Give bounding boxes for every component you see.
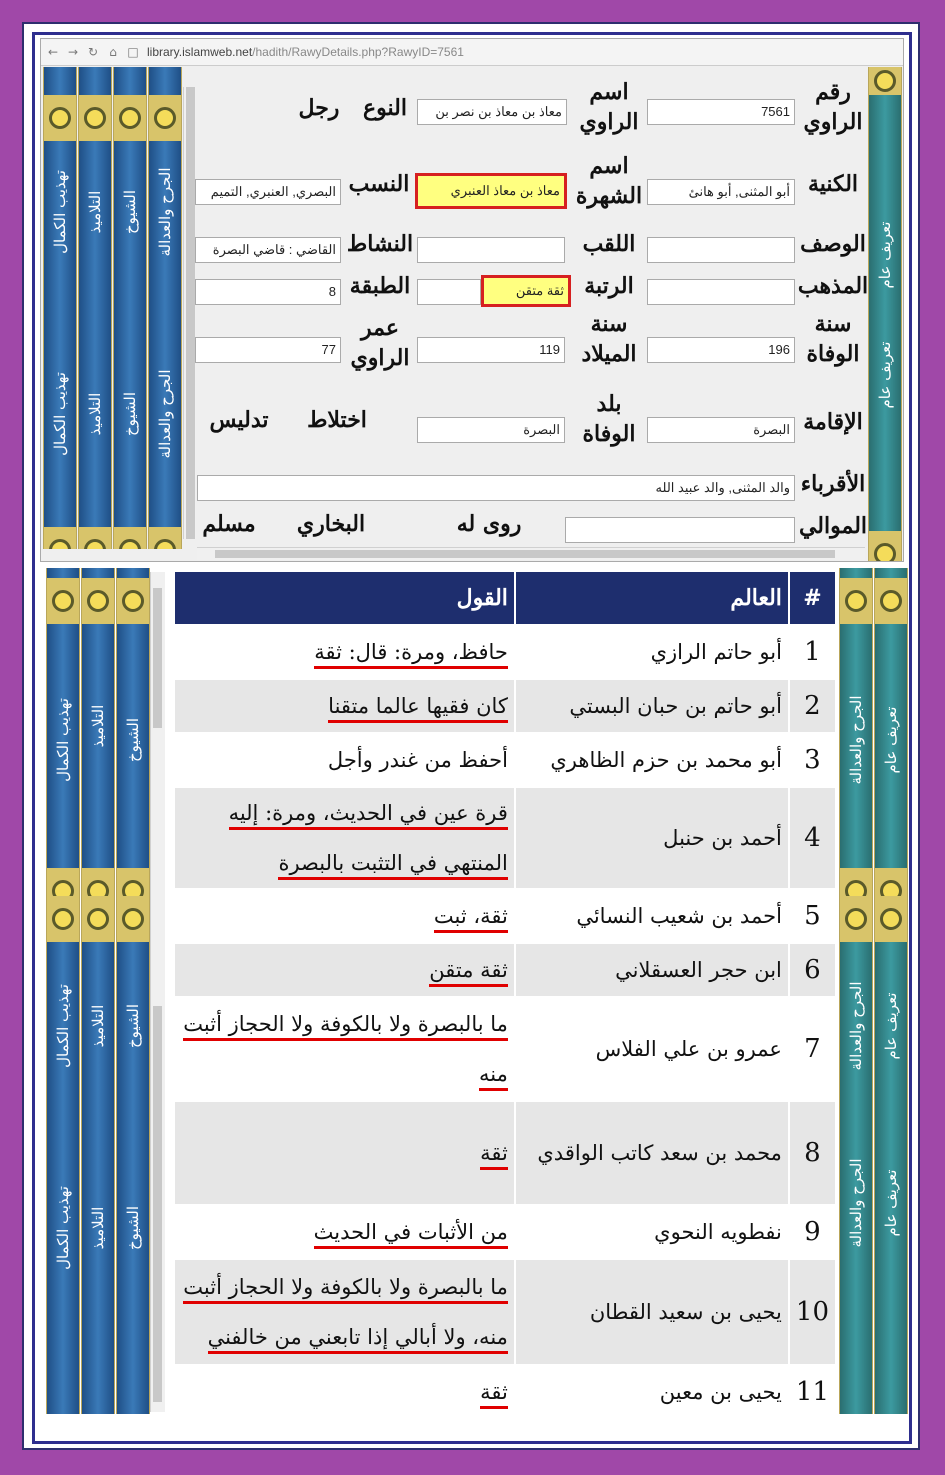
book-label: تهذيب الكمال	[51, 169, 69, 254]
table-row	[174, 1205, 836, 1259]
book-general-right-1[interactable]	[874, 568, 908, 898]
table-row	[174, 1101, 836, 1205]
relatives-field[interactable]: والد المثنى, والد عبيد الله	[197, 475, 795, 501]
book-label: الشيوخ	[124, 717, 142, 762]
book-label: تهذيب الكمال	[51, 372, 69, 456]
table-row	[174, 733, 836, 787]
top-left-scrollbar[interactable]	[183, 87, 196, 539]
book-label: التلاميذ	[86, 190, 104, 233]
medal-icon	[845, 908, 867, 930]
saying-text: قرة عين في الحديث، ومرة: إليه المنتهي في التثبت بالبصرة	[229, 801, 508, 880]
book-students-2[interactable]	[81, 896, 115, 1106]
label-age: عمر الراوي	[350, 315, 410, 371]
label-description: الوصف	[800, 231, 866, 257]
saying-text: ما بالبصرة ولا بالكوفة ولا الحجاز أثبت منه	[183, 1012, 508, 1091]
medal-icon	[49, 107, 71, 129]
grades-table	[173, 570, 837, 1420]
label-kunya: الكنية	[807, 171, 859, 197]
row-num: 4	[789, 787, 836, 889]
saying-text: حافظ، ومرة: قال: ثقة	[314, 640, 508, 669]
row-scholar: محمد بن سعد كاتب الواقدي	[515, 1101, 789, 1205]
book-label: تهذيب الكمال	[54, 697, 72, 782]
row-num: 6	[789, 943, 836, 997]
rank-field[interactable]: ثقة متقن	[481, 275, 571, 307]
rawy-name-field[interactable]: معاذ بن معاذ بن نصر بن	[417, 99, 567, 125]
saying-text: ثقة متقن	[429, 958, 508, 987]
row-num: 11	[789, 1365, 836, 1419]
table-row	[174, 1365, 836, 1419]
scroll-thumb[interactable]	[186, 87, 195, 539]
book-shuyukh-1[interactable]	[116, 568, 150, 898]
row-num: 10	[789, 1259, 836, 1365]
death-city-field[interactable]: البصرة	[417, 417, 565, 443]
book-label: الشيوخ	[124, 1004, 142, 1049]
url-host: library.islamweb.net	[147, 45, 253, 59]
header-scholar: العالم	[515, 571, 789, 625]
scroll-thumb[interactable]	[153, 588, 162, 728]
medal-icon	[119, 539, 141, 549]
medal-icon	[87, 590, 109, 612]
row-saying	[174, 1205, 515, 1259]
book-students-top[interactable]	[78, 67, 112, 549]
book-jarh-top[interactable]	[148, 67, 182, 549]
label-rank: الرتبة	[584, 273, 634, 299]
table-header-row	[174, 571, 836, 625]
book-jarh-right-1[interactable]	[839, 568, 873, 898]
url-path: /hadith/RawyDetails.php?RawyID=7561	[252, 45, 464, 59]
medal-icon	[52, 908, 74, 930]
book-general-right-3[interactable]	[874, 1104, 908, 1414]
medal-icon	[119, 107, 141, 129]
label-tadlis: تدليس	[209, 407, 269, 433]
row-saying: أحفظ من غندر وأجل	[174, 733, 515, 787]
scroll-thumb[interactable]	[153, 1006, 162, 1262]
saying-text: ثقة	[480, 1380, 508, 1409]
row-scholar: ابن حجر العسقلاني	[515, 943, 789, 997]
row-scholar: يحيى بن سعيد القطان	[515, 1259, 789, 1365]
table-row	[174, 943, 836, 997]
medal-icon	[874, 70, 896, 92]
label-death-city: بلد الوفاة	[582, 391, 636, 447]
book-label: الشيوخ	[121, 189, 139, 234]
row-scholar: أبو حاتم الرازي	[515, 625, 789, 679]
row-scholar: أبو محمد بن حزم الظاهري	[515, 733, 789, 787]
medal-icon	[84, 107, 106, 129]
horizontal-scrollbar[interactable]	[197, 547, 865, 560]
book-shuyukh-2[interactable]	[116, 896, 150, 1106]
book-label: الشيوخ	[121, 391, 139, 437]
medal-icon	[49, 539, 71, 549]
book-label: تعريف عام	[882, 992, 900, 1060]
table-row	[174, 625, 836, 679]
label-rawy-name: اسم الراوي	[579, 79, 639, 135]
book-general-top[interactable]	[868, 67, 902, 562]
saying-text: ما بالبصرة ولا بالكوفة ولا الحجاز أثبت منه، ولا أبالي إذا تابعني من خالفني	[183, 1275, 508, 1354]
hscroll-thumb[interactable]	[215, 550, 835, 558]
book-general-right-2[interactable]	[874, 896, 908, 1106]
label-fame-name: اسم الشهرة	[575, 153, 643, 209]
label-death-year: سنة الوفاة	[806, 311, 860, 367]
mawali-field[interactable]	[565, 517, 795, 543]
medal-icon	[880, 590, 902, 612]
row-num: 9	[789, 1205, 836, 1259]
label-laqab: اللقب	[582, 231, 636, 257]
book-tahdhib-3[interactable]	[46, 1104, 80, 1414]
header-num: #	[789, 571, 836, 625]
row-num: 8	[789, 1101, 836, 1205]
row-scholar: أحمد بن شعيب النسائي	[515, 889, 789, 943]
medal-icon	[874, 543, 896, 562]
book-students-1[interactable]	[81, 568, 115, 898]
book-label: التلاميذ	[89, 705, 107, 748]
book-tahdhib-top[interactable]	[43, 67, 77, 549]
book-label: الشيوخ	[124, 1205, 142, 1251]
label-tabaqa: الطبقة	[349, 273, 411, 299]
scroll-thumb[interactable]	[153, 1262, 162, 1402]
book-label: تعريف عام	[876, 341, 894, 408]
gender-value: رجل	[298, 95, 340, 121]
book-label: تهذيب الكمال	[54, 984, 72, 1069]
row-saying	[174, 625, 515, 679]
header-saying: القول	[174, 571, 515, 625]
table-row	[174, 679, 836, 733]
book-shuyukh-top[interactable]	[113, 67, 147, 549]
activity-field[interactable]: القاضي : قاضي البصرة	[195, 237, 341, 263]
page-icon: □	[127, 45, 139, 59]
row-num: 1	[789, 625, 836, 679]
medal-icon	[122, 590, 144, 612]
book-label: الجرح والعدالة	[156, 167, 174, 257]
saying-text: من الأثبات في الحديث	[314, 1220, 508, 1249]
saying-text: ثقة	[480, 1141, 508, 1170]
row-saying	[174, 1101, 515, 1205]
label-madhhab: المذهب	[797, 273, 869, 299]
fame-name-field[interactable]: معاذ بن معاذ العنبري	[415, 173, 567, 209]
label-relatives: الأقرباء	[800, 471, 866, 497]
rank-empty-field[interactable]	[417, 279, 481, 305]
book-label: تعريف عام	[882, 1169, 900, 1237]
label-nasab: النسب	[348, 171, 410, 197]
book-tahdhib-1[interactable]	[46, 568, 80, 898]
label-activity: النشاط	[346, 231, 414, 257]
label-ikhtilat: اختلاط	[307, 407, 367, 433]
laqab-field[interactable]	[417, 237, 565, 263]
book-label: الجرح والعدالة	[847, 1158, 865, 1248]
book-label: تعريف عام	[882, 706, 900, 774]
nasab-field[interactable]: البصري, العنبري, التميم	[195, 179, 341, 205]
row-scholar: أبو حاتم بن حبان البستي	[515, 679, 789, 733]
row-scholar: أحمد بن حنبل	[515, 787, 789, 889]
row-num: 3	[789, 733, 836, 787]
row-saying	[174, 787, 515, 889]
medal-icon	[52, 590, 74, 612]
table-row	[174, 787, 836, 889]
label-rawy-number: رقم الراوي	[803, 79, 863, 135]
medal-icon	[845, 590, 867, 612]
book-label: التلاميذ	[86, 392, 104, 436]
home-icon[interactable]: ⌂	[109, 45, 117, 59]
book-shuyukh-3[interactable]	[116, 1104, 150, 1414]
kunya-field[interactable]: أبو المثنى, أبو هانئ	[647, 179, 795, 205]
medal-icon	[154, 539, 176, 549]
table-row	[174, 997, 836, 1101]
book-jarh-right-3[interactable]	[839, 1104, 873, 1414]
book-label: تهذيب الكمال	[54, 1186, 72, 1270]
medal-icon	[84, 539, 106, 549]
tabaqa-field[interactable]: 8	[195, 279, 341, 305]
table-row	[174, 889, 836, 943]
medal-icon	[880, 908, 902, 930]
row-saying	[174, 997, 515, 1101]
row-saying	[174, 1365, 515, 1419]
saying-text: كان فقيها عالما متقنا	[328, 694, 508, 723]
row-saying	[174, 943, 515, 997]
row-saying	[174, 679, 515, 733]
row-scholar: عمرو بن علي الفلاس	[515, 997, 789, 1101]
bottom-scrollbar[interactable]	[150, 572, 165, 1412]
browser-window	[40, 38, 904, 562]
row-saying	[174, 1259, 515, 1365]
book-label: التلاميذ	[89, 1004, 107, 1048]
age-field[interactable]: 77	[195, 337, 341, 363]
book-label: الجرح والعدالة	[156, 369, 174, 459]
browser-toolbar	[41, 39, 903, 66]
row-num: 2	[789, 679, 836, 733]
book-label: الجرح والعدالة	[847, 981, 865, 1071]
row-saying	[174, 889, 515, 943]
book-label: تعريف عام	[876, 221, 894, 289]
saying-text: ثقة، ثبت	[434, 904, 508, 933]
book-tahdhib-2[interactable]	[46, 896, 80, 1106]
table-row	[174, 1259, 836, 1365]
medal-icon	[154, 107, 176, 129]
madhhab-field[interactable]	[647, 279, 795, 305]
death-year-field[interactable]: 196	[647, 337, 795, 363]
address-bar[interactable]	[147, 45, 464, 59]
book-label: التلاميذ	[89, 1206, 107, 1250]
book-label: الجرح والعدالة	[847, 695, 865, 785]
row-scholar: نفطويه النحوي	[515, 1205, 789, 1259]
narrated-by-bukhari[interactable]: البخاري	[296, 511, 366, 537]
birth-year-field[interactable]: 119	[417, 337, 565, 363]
label-mawali: الموالي	[798, 513, 868, 539]
label-residence: الإقامة	[803, 409, 863, 435]
row-scholar: يحيى بن معين	[515, 1365, 789, 1419]
rawy-number-field[interactable]: 7561	[647, 99, 795, 125]
label-narrated-by: روى له	[456, 511, 522, 537]
narrated-by-muslim[interactable]: مسلم	[202, 511, 256, 537]
book-students-3[interactable]	[81, 1104, 115, 1414]
label-birth-year: سنة الميلاد	[581, 311, 637, 367]
label-gender: النوع	[363, 95, 407, 121]
residence-field[interactable]: البصرة	[647, 417, 795, 443]
row-num: 5	[789, 889, 836, 943]
book-jarh-right-2[interactable]	[839, 896, 873, 1106]
reload-icon[interactable]: ↻	[87, 45, 99, 59]
forward-icon[interactable]: →	[67, 45, 79, 59]
medal-icon	[122, 908, 144, 930]
medal-icon	[87, 908, 109, 930]
description-field[interactable]	[647, 237, 795, 263]
row-num: 7	[789, 997, 836, 1101]
back-icon[interactable]: ←	[47, 45, 59, 59]
